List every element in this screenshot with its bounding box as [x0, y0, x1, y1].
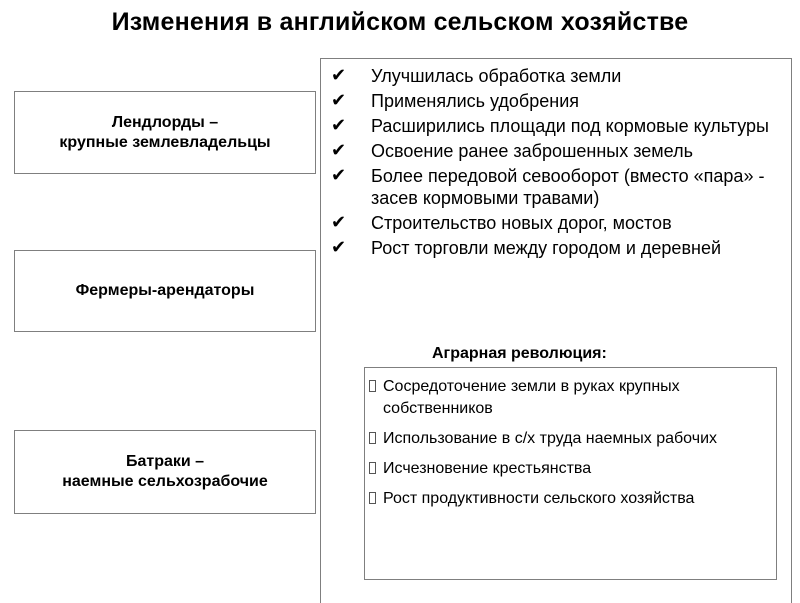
- list-item-text: Рост продуктивности сельского хозяйства: [383, 490, 695, 507]
- group-label-line1: Фермеры-арендаторы: [75, 282, 255, 299]
- checkmark-icon: ✔: [331, 90, 347, 111]
- list-item-text: Применялись удобрения: [371, 91, 580, 111]
- list-item: [331, 237, 781, 259]
- checkmark-icon: ✔: [331, 165, 347, 186]
- list-item-text: Улучшилась обработка земли: [371, 66, 622, 86]
- group-box-tenant-farmers: [14, 250, 316, 332]
- bullet-icon: [369, 492, 376, 504]
- list-item-text: Использование в с/х труда наемных рабочих: [383, 430, 717, 447]
- list-item-text: Освоение ранее заброшенных земель: [371, 141, 693, 161]
- list-item: [369, 488, 769, 510]
- agrarian-revolution-title: Аграрная революция:: [432, 345, 607, 362]
- bullet-icon: [369, 380, 376, 392]
- list-item: [331, 90, 781, 112]
- list-item: [369, 428, 769, 450]
- bullet-icon: [369, 462, 376, 474]
- checkmark-icon: ✔: [331, 65, 347, 86]
- group-label-line2: наемные сельхозрабочие: [62, 473, 268, 490]
- group-box-landlords: [14, 91, 316, 174]
- agrarian-revolution-box: [364, 367, 777, 580]
- checkmark-icon: ✔: [331, 212, 347, 233]
- list-item: [331, 140, 781, 162]
- group-box-farm-laborers: [14, 430, 316, 514]
- page-title: Изменения в английском сельском хозяйстве: [111, 8, 689, 36]
- list-item-text: Исчезновение крестьянства: [383, 460, 592, 477]
- list-item: [331, 165, 781, 209]
- list-item: [331, 115, 781, 137]
- bullet-icon: [369, 432, 376, 444]
- changes-list: [331, 65, 781, 262]
- agrarian-list: [369, 376, 769, 518]
- list-item: [331, 65, 781, 87]
- group-label-line2: крупные землевладельцы: [59, 133, 271, 151]
- list-item-text: Строительство новых дорог, мостов: [371, 213, 672, 233]
- group-label-line1: Батраки –: [125, 453, 205, 470]
- list-item: [331, 212, 781, 234]
- checkmark-icon: ✔: [331, 115, 347, 136]
- list-item-text: Более передовой севооборот (вместо «пара» - засев кормовыми травами): [371, 166, 765, 208]
- checkmark-icon: ✔: [331, 140, 347, 161]
- list-item: [369, 376, 769, 420]
- list-item-text: Расширились площади под кормовые культуры: [371, 116, 769, 136]
- list-item: [369, 458, 769, 480]
- group-label-line1: Лендлорды –: [111, 113, 219, 131]
- list-item-text: Рост торговли между городом и деревней: [371, 238, 722, 258]
- list-item-text: Сосредоточение земли в руках крупных собственников: [383, 378, 680, 417]
- checkmark-icon: ✔: [331, 237, 347, 258]
